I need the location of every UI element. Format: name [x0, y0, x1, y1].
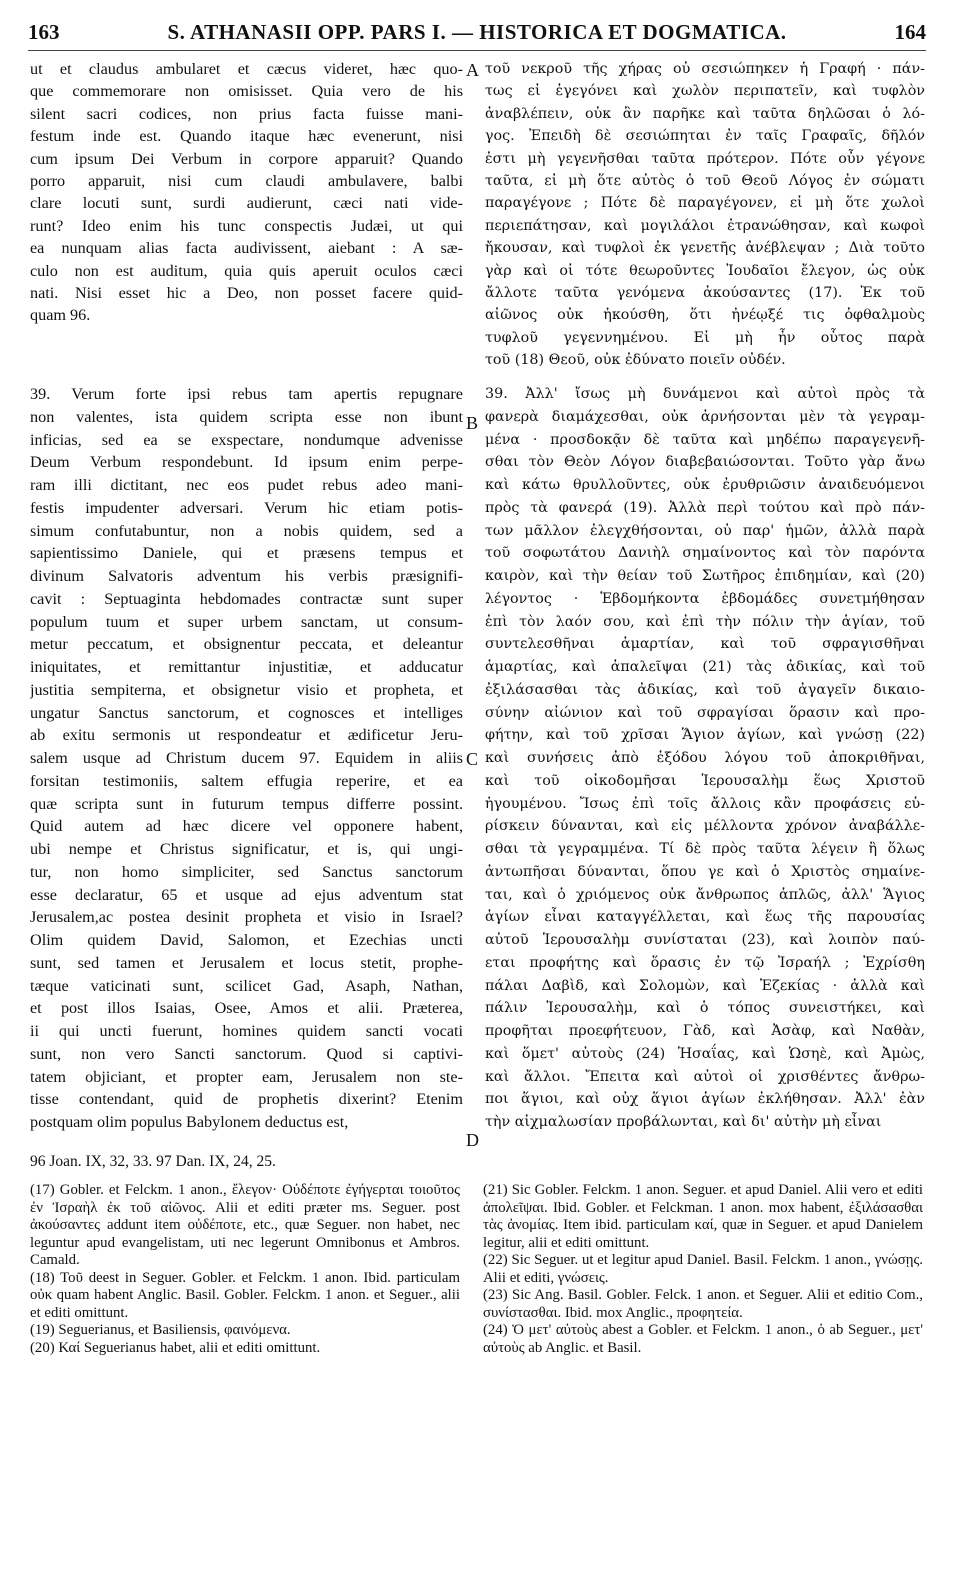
margin-marker-d: D: [466, 1130, 479, 1150]
text-line: τυφλοῦ γεγεννημένου. Εἰ μὴ ἦν οὗτος παρὰ: [485, 329, 925, 346]
text-line: ταῦτα, εἰ μὴ ὅτε αὐτὸς ὁ τοῦ Θεοῦ Λόγος ἐν σώματι: [485, 173, 925, 190]
text-line: καὶ συνήσεις ἀπὸ ἐξόδου λόγου τοῦ ἀποκριθῆναι,: [485, 750, 925, 766]
text-line: καὶ κάτω θρυλλοῦντες, οὐκ ἐρυθριῶσιν ἀναιδευόμενοι: [485, 477, 925, 493]
text-line: Jerusalem,ac postea desinit propheta et visio in Israel?: [30, 908, 463, 927]
footnote: (24) Ὁ μετ' αὐτοὺς abest a Gobler. et Felckm. 1 anon., ὁ ab Seguer., μετ' αὐτοὺς ab Anglic. et Basil.: [483, 1322, 923, 1356]
page-number-left: 163: [28, 20, 60, 44]
text-line: justitia sempiterna, et obsignetur visio et propheta, et: [30, 680, 463, 699]
footnote: (21) Sic Gobler. Felckm. 1 anon. Seguer. et apud Daniel. Alii vero et editi ἀπολεῖψαι. Ibid. Gobler. et Felckman. 1 anon. mox habent, ἐξιλάσασθαι τὰς ἀνομίας. Item ibid. particulam καί, quæ in Seguer. et apud Danielem legitur, alii et editi omittunt.: [483, 1182, 923, 1251]
page-header: [28, 20, 926, 44]
greek-paragraph-1: [485, 58, 925, 372]
text-line: πρὸς τὰ φανερά (19). Ἀλλὰ περὶ τούτου καὶ πρὸ πάν-: [485, 499, 925, 516]
text-line: γὰρ καὶ οἱ τότε θεωροῦντες Ἰουδαῖοι ἔλεγον, ὡς οὐκ: [485, 262, 925, 279]
text-line: iniquitates, et remittantur injustitiæ, et adducatur: [30, 658, 463, 676]
text-line: τοῦ νεκροῦ τῆς χήρας οὐ σεσιώπηκεν ἡ Γραφή · πάν-: [485, 61, 925, 77]
text-line: ubi nempe et Christus significatur, et is, qui ungi-: [30, 840, 463, 858]
text-line: quam 96.: [30, 306, 91, 325]
text-line: nati. Nisi esset hic a Deo, non posset facere quid-: [30, 284, 463, 303]
text-line: ρίσκειν δύνανται, καὶ εἰς μέλλοντα χρόνον ἀναβάλλε-: [485, 818, 925, 835]
text-line: porro apparuit, nisi cum claudi ambulavere, balbi: [30, 172, 463, 191]
text-line: παραγέγονε ; Πότε δὲ παραγέγονεν, εἰ μὴ ὅτε χωλοὶ: [485, 195, 925, 212]
text-line: silent sacri codices, non prius facta fuisse mani-: [30, 104, 463, 123]
text-line: σθαι τὸν Θεὸν Λόγον διαβεβαιώσονται. Τοῦτο γὰρ ἄνω: [485, 454, 925, 471]
text-line: καὶ τοῦ οἰκοδομῆσαι Ἱερουσαλὴμ ἕως Χριστοῦ: [485, 772, 925, 789]
text-line: σύνην αἰώνιον καὶ τοῦ σφραγίσαι ὅρασιν καὶ προ-: [485, 704, 925, 721]
text-line: culo non est auditum, quia quis aperuit oculos cæci: [30, 261, 463, 280]
text-line: λέγοντος · Ἑβδομήκοντα ἑβδομάδες συνετμήθησαν: [485, 590, 925, 607]
text-line: ii qui uncti fuerunt, homines quidem sancti vocati: [30, 1022, 463, 1040]
text-line: clare locuti sunt, surdi audierunt, cæci nati vide-: [30, 194, 463, 213]
text-line: divinum Salvatoris adventum his verbis præsignifi-: [30, 567, 463, 585]
text-line: Olim quidem David, Salomon, et Ezechias uncti: [30, 931, 463, 949]
text-line: Quid autem ad hæc dicere vel opponere habent,: [30, 817, 463, 836]
text-line: ἤκουσαν, καὶ τυφλοὶ ἐκ γενετῆς ἀνέβλεψαν ; Διὰ τοῦτο: [485, 240, 925, 257]
footnotes-left: [30, 1182, 460, 1357]
text-line: simum confutabuntur, non a nobis quidem, sed a: [30, 521, 463, 540]
text-line: καιρὸν, καὶ τὴν θείαν τοῦ Σωτῆρος ἐπιδημίαν, καὶ (20): [485, 568, 925, 584]
margin-marker-a: A: [466, 60, 479, 80]
text-line: sunt, sed tamen et Jerusalem et locus stetit, prophe-: [30, 953, 463, 972]
text-line: ab exitu sermonis ut respondeatur et ædificetur Jeru-: [30, 726, 463, 745]
text-line: καὶ ὅμετ' αὐτοὺς (24) Ἡσαΐας, καὶ Ὡσηὲ, καὶ Ἀμὼς,: [485, 1045, 925, 1062]
text-line: 39. Ἀλλ' ἴσως μὴ δυνάμενοι καὶ αὐτοὶ πρὸς τὰ: [485, 386, 925, 402]
text-line: ungatur Sanctus sanctorum, et cognosces et intelliges: [30, 703, 463, 722]
text-line: populum tuum et super urbem sanctam, ut consum-: [30, 612, 463, 631]
text-line: των μᾶλλον ἐλεγχθήσονται, οὐ παρ' ἡμῶν, ἀλλὰ παρὰ: [485, 522, 925, 539]
text-line: αὐτοῦ Ἱερουσαλὴμ συνίσταται (23), καὶ λοιπὸν παύ-: [485, 932, 925, 948]
text-line: tatem objiciant, et propter eam, Jerusalem non ste-: [30, 1067, 463, 1086]
scripture-references: 96 Joan. IX, 32, 33. 97 Dan. IX, 24, 25.: [30, 1153, 276, 1170]
text-line: γος. Ἐπειδὴ δὲ σεσιώπηται ἐν ταῖς Γραφαῖς, δῆλόν: [485, 128, 925, 145]
text-line: ἁμαρτίας, καὶ ἀπαλεῖψαι (21) τὰς ἀδικίας, καὶ τοῦ: [485, 659, 925, 675]
text-line: ἀντωπῆσαι δύνανται, ὅπου γε καὶ ὁ Χριστὸς σημαίνε-: [485, 863, 925, 880]
text-line: πάλαι Δαβὶδ, καὶ Σολομὼν, καὶ Ἐζεκίας · ἀλλὰ καὶ: [485, 977, 925, 994]
text-line: que commemorare non omisisset. Quia vero de his: [30, 82, 463, 101]
text-line: ut et claudus ambularet et cæcus videret, hæc quo-: [30, 60, 463, 78]
text-line: φήτην, καὶ τοῦ χρῖσαι Ἅγιον ἁγίων, καὶ γνώσῃ (22): [485, 727, 925, 744]
text-line: et post illos Isaias, Osee, Amos et alii. Præterea,: [30, 999, 463, 1018]
text-line: forsitan testimoniis, saltem effugia reperire, et ea: [30, 771, 463, 790]
text-line: metur peccatum, et obsignentur peccata, et deleantur: [30, 635, 463, 654]
text-line: postquam olim populus Babylonem deductus est,: [30, 1113, 349, 1131]
running-title: S. ATHANASII OPP. PARS I. — HISTORICA ET DOGMATICA.: [167, 20, 787, 44]
text-line: ἐξιλάσασθαι τὰς ἀδικίας, καὶ τοῦ ἀγαγεῖν δικαιο-: [485, 681, 925, 698]
text-line: εται προφήτης καὶ ὅρασις ἐν τῷ Ἰσραήλ ; Ἐχρίσθη: [485, 954, 925, 971]
text-line: inficias, sed ea se exspectare, nondumque advenisse: [30, 430, 463, 449]
text-line: tur, non homo simpliciter, sed Sanctus sanctorum: [30, 862, 463, 881]
text-line: φανερὰ διαμάχεσθαι, οὐκ ἀρνήσονται μὲν τὰ γεγραμ-: [485, 408, 925, 425]
footnote: (20) Καί Seguerianus habet, alii et editi omittunt.: [30, 1339, 321, 1356]
footnote: (23) Sic Ang. Basil. Gobler. Felck. 1 anon. et Seguer. Alii et editio Com., συνίστασθαι. Ibid. mox Anglic., προφητεία.: [483, 1287, 923, 1321]
text-line: esse declaratur, 65 et usque ad ejus adventum stat: [30, 885, 463, 904]
text-line: προφῆται προεφήτευον, Γὰδ, καὶ Ἀσὰφ, καὶ Ναθὰν,: [485, 1023, 925, 1039]
text-line: πάλιν Ἱερουσαλὴμ, καὶ ὁ τόπος συνειστήκει, καὶ: [485, 1000, 925, 1017]
text-line: ἄλλοτε ταῦτα γενόμενα ἀκούσαντες (17). Ἐκ τοῦ: [485, 285, 925, 302]
text-line: ἐπὶ τὸν λαόν σου, καὶ ἐπὶ τὴν πόλιν τὴν ἁγίαν, τοῦ: [485, 613, 925, 630]
text-line: σθαι τὰ γεγραμμένα. Τί δὲ πρὸς ταῦτα λέγειν ἢ ὅλως: [485, 841, 925, 857]
text-line: sunt, non vero Sancti sanctorum. Quod si captivi-: [30, 1044, 463, 1063]
text-line: τοῦ (18) Θεοῦ, οὐκ ἐδύνατο ποιεῖν οὐδέν.: [485, 352, 786, 369]
text-line: καὶ ἄλλοι. Ἔπειτα καὶ αὐτοὶ οἱ χρισθέντες ἄνθρω-: [485, 1068, 925, 1085]
header-rule: [28, 50, 926, 51]
text-line: cavit : Septuaginta hebdomades contractæ sunt super: [30, 589, 463, 608]
text-line: μένα · προσδοκᾷν δὲ ταῦτα καὶ μηδέπω παραγεγενῆ-: [485, 431, 925, 448]
footnote: (17) Gobler. et Felckm. 1 anon., ἔλεγον· Οὐδέποτε ἐγήγερται τοιοῦτος ἐν Ἰσραὴλ ἐκ τοῦ αἰῶνος. Alii et editi præter ms. Seguer. post ἀκούσαντες addunt item οὐδέποτε, etc., quæ Seguer. non habet, nec leguntur apud evangelistam, uti nec legerunt Omnibonus et Ambros. Camald.: [30, 1182, 460, 1268]
footnotes-right: [483, 1182, 923, 1357]
text-line: ἁγίων εἶναι καταγγέλλεται, καὶ ἕως τῆς παρουσίας: [485, 909, 925, 926]
footnote: (22) Sic Seguer. ut et legitur apud Daniel. Basil. Felckm. 1 anon., γνώσῃς. Alii et editi, γνώσεις.: [483, 1252, 923, 1286]
text-line: 39. Verum forte ipsi rebus tam apertis repugnare: [30, 385, 463, 403]
text-line: περιεπάτησαν, καὶ μογιλάλοι ἐτρανώθησαν, καὶ κωφοὶ: [485, 217, 925, 234]
text-line: ἀναβλέπειν, οὐκ ἂν παρῆκε καὶ ταῦτα δηλῶσαι ὁ λό-: [485, 105, 925, 122]
text-line: sapientissimo Daniele, qui et præsens tempus et: [30, 544, 463, 563]
text-line: ἡγουμένου. Ἴσως ἐπὶ τοῖς ἄλλοις κἂν προφάσεις εὑ-: [485, 795, 925, 812]
text-line: quæ scripta sunt in futurum tempus differre possint.: [30, 794, 463, 813]
text-line: Deum Verbum respondebunt. Id ipsum enim perpe-: [30, 453, 463, 472]
text-line: αἰῶνος οὐκ ἠκούσθη, ὅτι ἠνέῳξέ τις ὀφθαλμοὺς: [485, 307, 925, 324]
latin-paragraph-2: [30, 383, 463, 1134]
text-line: non valentes, ista quidem scripta esse non ibunt: [30, 407, 463, 426]
text-line: τὴν αἰχμαλωσίαν προβάλωνται, καὶ δι' αὐτὴν μὴ εἶναι: [485, 1114, 882, 1130]
text-line: ποι ἅγιοι, καὶ οὐχ ἅγιοι ἁγίων ἐκλήθησαν. Ἀλλ' ἐὰν: [485, 1091, 925, 1108]
greek-paragraph-2: [485, 383, 925, 1134]
text-line: ἐστι μὴ γεγενῆσθαι ταῦτα πρότερον. Πότε οὖν γέγονε: [485, 150, 925, 167]
margin-marker-b: B: [466, 413, 479, 433]
text-line: ram illi dictitant, nec eos pudet rebus adeo mani-: [30, 476, 463, 494]
text-line: τοῦ σοφωτάτου Δανιὴλ σημαίνοντος καὶ τὸν παρόντα: [485, 545, 925, 562]
text-line: cum ipsum Dei Verbum in corpore apparuit? Quando: [30, 149, 463, 168]
text-line: festum inde est. Quando itaque hæc evenerunt, nisi: [30, 127, 463, 146]
text-line: συντελεσθῆναι ἁμαρτίαν, καὶ τοῦ σφραγισθῆναι: [485, 636, 925, 653]
footnote: (18) Τοῦ deest in Seguer. Gobler. et Felckm. 1 anon. Ibid. particulam οὐκ quam habent Anglic. Basil. Gobler. Felckm. 1 anon. et Seguer., alii et editi omittunt.: [30, 1269, 460, 1321]
footnote: (19) Seguerianus, et Basiliensis, φαινόμενα.: [30, 1322, 291, 1338]
text-line: tæque vaticinati sunt, scilicet Gad, Asaph, Nathan,: [30, 976, 463, 995]
text-line: tisse contendant, quid de prophetis dixerint? Etenim: [30, 1090, 463, 1109]
text-line: ea nunquam alias facta audivissent, aiebant : A sæ-: [30, 239, 463, 258]
text-line: runt? Ideo enim his tunc conspectis Judæi, ut qui: [30, 216, 463, 235]
text-line: festis impudenter adversari. Verum hic etiam potis-: [30, 498, 463, 517]
latin-paragraph-1: [30, 58, 463, 327]
page-number-right: 164: [894, 20, 926, 44]
margin-marker-c: C: [466, 749, 479, 769]
text-line: ται, καὶ ὁ χριόμενος οὐκ ἄνθρωπος ἁπλῶς, ἀλλ' Ἅγιος: [485, 886, 925, 903]
text-line: τως εἰ ἐγεγόνει καὶ χωλὸν περιπατεῖν, καὶ τυφλὸν: [485, 83, 925, 100]
text-line: salem usque ad Christum ducem 97. Equidem in aliis: [30, 749, 463, 767]
